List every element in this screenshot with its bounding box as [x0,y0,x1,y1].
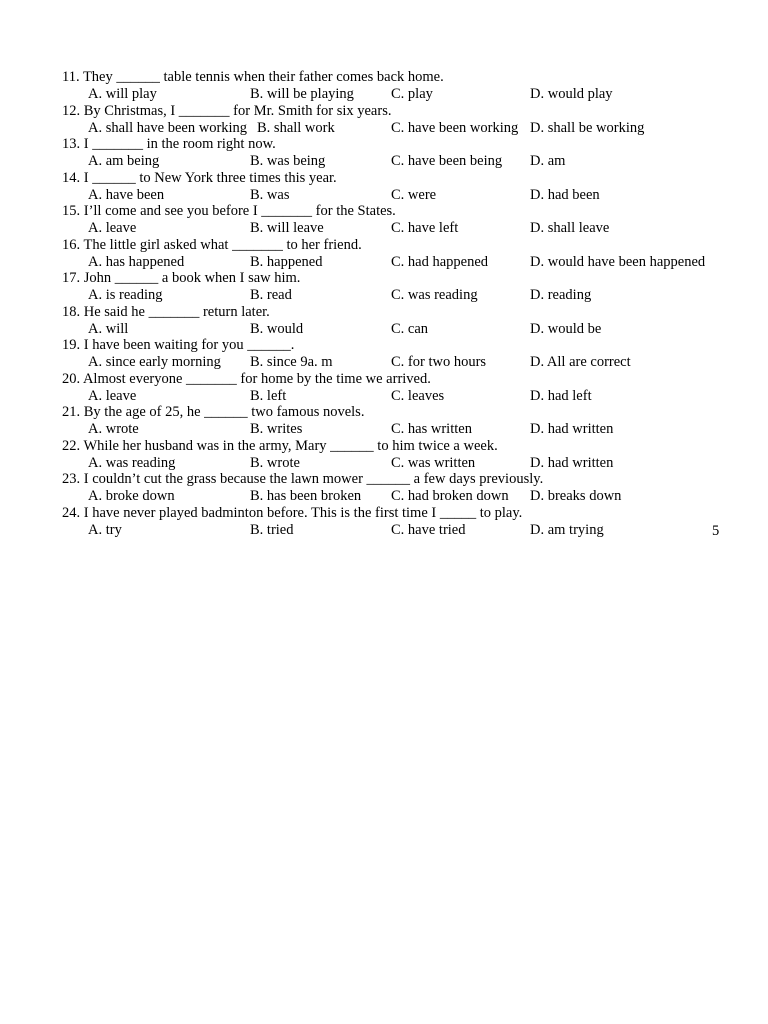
option-b: B. has been broken [250,488,362,504]
option-c: C. play [391,86,433,102]
question-stem: 13. I _______ in the room right now. [62,136,276,152]
question-stem: 18. He said he _______ return later. [62,304,270,320]
option-a: A. leave [88,388,137,404]
page-number: 5 [712,523,720,539]
option-c: C. was reading [391,287,478,303]
option-c: C. had broken down [391,488,509,504]
option-d: D. had left [530,388,592,404]
question-stem: 12. By Christmas, I _______ for Mr. Smith for six years. [62,103,392,119]
question-stem: 21. By the age of 25, he ______ two famous novels. [62,404,365,420]
option-d: D. All are correct [530,354,631,370]
option-b: B. will be playing [250,86,354,102]
option-a: A. am being [88,153,160,169]
option-d: D. am [530,153,566,169]
option-a: A. wrote [88,421,139,437]
option-a: A. shall have been working [88,120,248,136]
option-a: A. try [88,522,122,538]
option-b: B. will leave [250,220,324,236]
option-d: D. shall leave [530,220,610,236]
option-c: C. has written [391,421,472,437]
option-d: D. reading [530,287,592,303]
option-b: B. tried [250,522,294,538]
option-d: D. would play [530,86,613,102]
option-d: D. breaks down [530,488,622,504]
question-stem: 19. I have been waiting for you ______. [62,337,295,353]
question-stem: 16. The little girl asked what _______ to her friend. [62,237,362,253]
option-d: D. would be [530,321,602,337]
option-c: C. have been working [391,120,519,136]
option-c: C. were [391,187,437,203]
option-d: D. had been [530,187,600,203]
question-stem: 14. I ______ to New York three times this year. [62,170,337,186]
option-b: B. writes [250,421,303,437]
option-a: A. will play [88,86,157,102]
question-stem: 20. Almost everyone _______ for home by the time we arrived. [62,371,431,387]
question-stem: 11. They ______ table tennis when their father comes back home. [62,69,444,85]
question-stem: 22. While her husband was in the army, Mary ______ to him twice a week. [62,438,498,454]
option-b: B. would [250,321,304,337]
question-stem: 24. I have never played badminton before. This is the first time I _____ to play. [62,505,523,521]
option-a: A. has happened [88,254,185,270]
option-b: B. was being [250,153,326,169]
option-a: A. leave [88,220,137,236]
option-c: C. leaves [391,388,445,404]
option-c: C. have tried [391,522,466,538]
option-b: B. was [250,187,290,203]
question-stem: 17. John ______ a book when I saw him. [62,270,301,286]
option-a: A. have been [88,187,165,203]
option-b: B. left [250,388,287,404]
option-c: C. have been being [391,153,503,169]
question-stem: 15. I’ll come and see you before I _______ for the States. [62,203,396,219]
option-c: C. can [391,321,429,337]
option-b: B. happened [250,254,323,270]
option-d: D. would have been happened [530,254,706,270]
option-c: C. had happened [391,254,489,270]
option-a: A. broke down [88,488,175,504]
option-b: B. read [250,287,292,303]
option-b: B. shall work [257,120,335,136]
option-d: D. had written [530,421,614,437]
option-c: C. have left [391,220,459,236]
option-a: A. is reading [88,287,163,303]
option-d: D. shall be working [530,120,645,136]
option-c: C. for two hours [391,354,487,370]
option-a: A. since early morning [88,354,221,370]
question-stem: 23. I couldn’t cut the grass because the lawn mower ______ a few days previously. [62,471,544,487]
option-b: B. since 9a. m [250,354,333,370]
option-b: B. wrote [250,455,300,471]
option-d: D. am trying [530,522,604,538]
option-c: C. was written [391,455,476,471]
option-d: D. had written [530,455,614,471]
option-a: A. will [88,321,129,337]
option-a: A. was reading [88,455,176,471]
